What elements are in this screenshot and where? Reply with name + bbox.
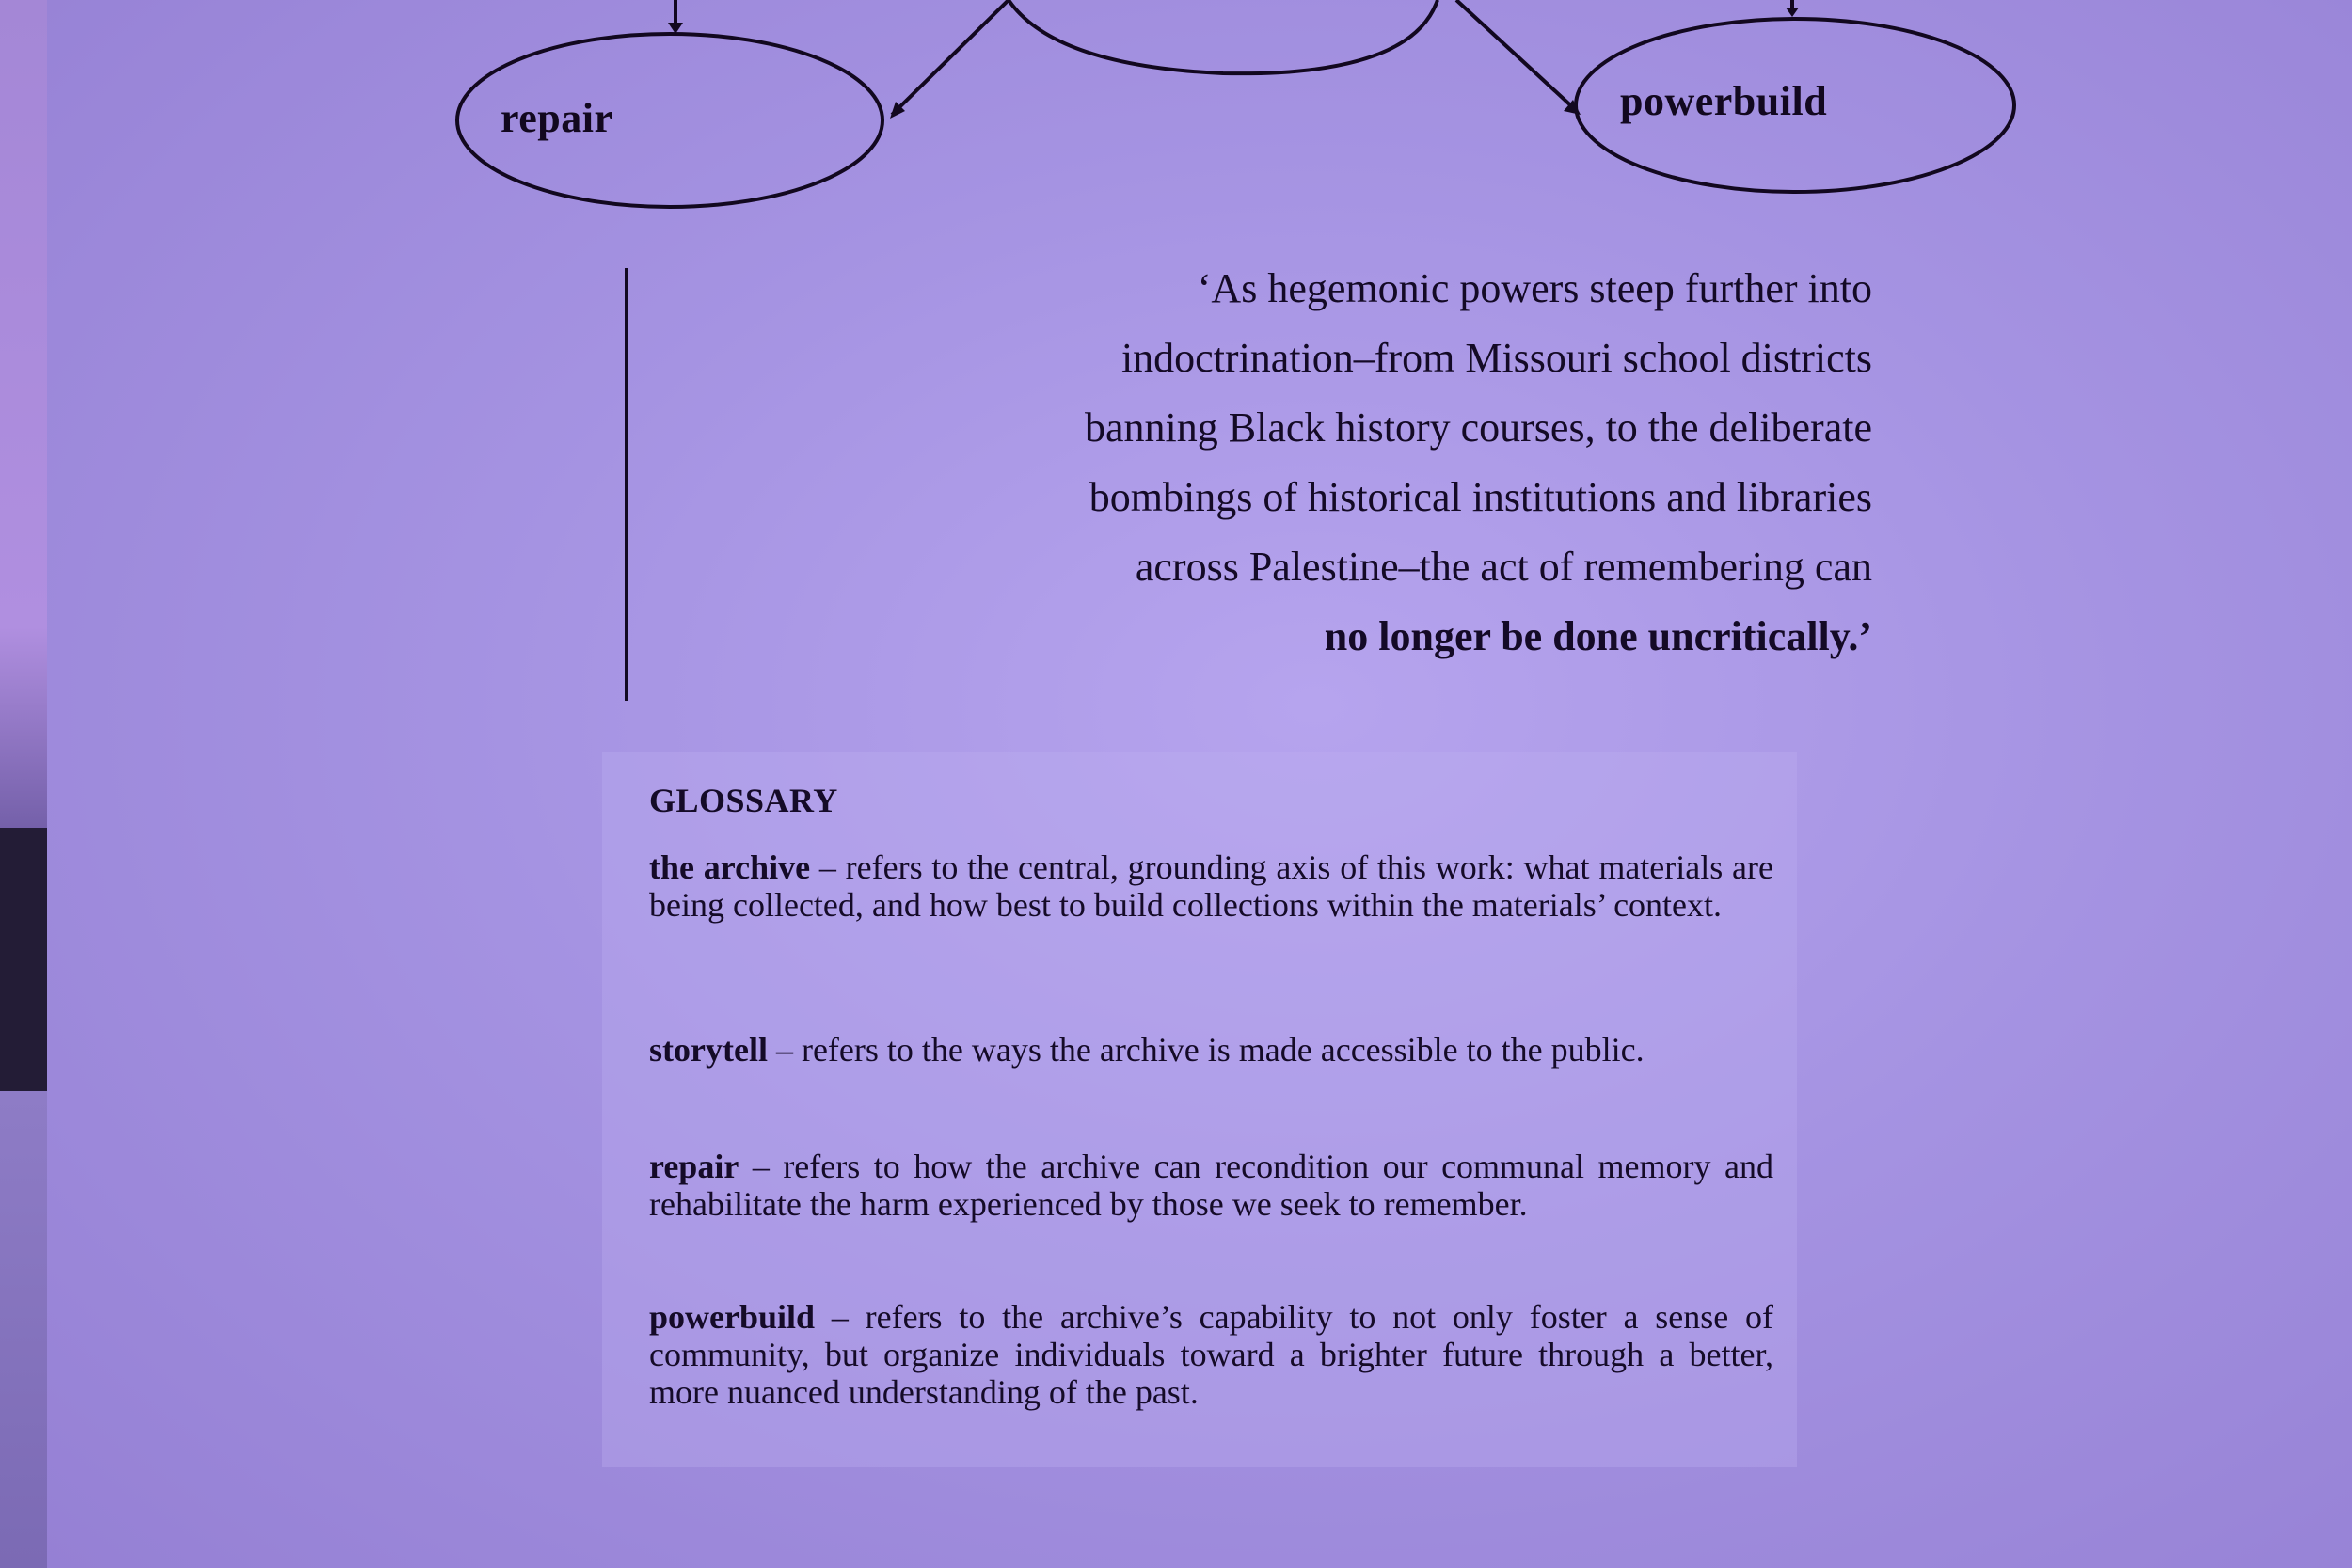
glossary-term: the archive (649, 848, 811, 886)
arrow-storytell-to-repair (892, 0, 1009, 115)
arrowhead-powerbuild-top (1786, 8, 1799, 17)
room-dark-object (0, 828, 47, 1091)
glossary-definition: – refers to the central, grounding axis of this work: what materials are being collected, and how best to build collections within the materials’ context. (649, 848, 1774, 924)
concept-diagram (0, 0, 2352, 226)
pull-quote (875, 254, 1872, 672)
quote-line: indoctrination–from Missouri school districts (1120, 335, 1872, 381)
quote-line: no longer be done uncritically.’ (1324, 613, 1872, 659)
glossary (649, 781, 1774, 1411)
glossary-definition: – refers to how the archive can recondition our communal memory and rehabilitate the harm experienced by those we seek to remember. (649, 1148, 1773, 1223)
glossary-term: powerbuild (649, 1298, 816, 1336)
arrow-storytell-to-powerbuild (1456, 0, 1577, 111)
glossary-entry-archive (649, 848, 1773, 924)
room-shadow (0, 1091, 47, 1568)
quote-vertical-rule (625, 268, 628, 701)
glossary-term: repair (649, 1148, 739, 1185)
quote-line: across Palestine–the act of remembering can (1135, 544, 1872, 590)
glossary-entry-repair (649, 1148, 1773, 1223)
glossary-entry-powerbuild (649, 1298, 1773, 1411)
quote-line: ‘As hegemonic powers steep further into (1197, 265, 1872, 311)
quote-line: bombings of historical institutions and libraries (1089, 474, 1872, 520)
glossary-definition: – refers to the archive’s capability to not only foster a sense of community, but organize individuals toward a brighter future through a better, more nuanced understanding of the past. (649, 1298, 1773, 1411)
glossary-title: GLOSSARY (649, 782, 838, 819)
repair-node-label: repair (501, 95, 613, 141)
powerbuild-node-label: powerbuild (1620, 78, 1828, 124)
quote-line: banning Black history courses, to the deliberate (1085, 404, 1872, 451)
storytell-node (1009, 0, 1438, 73)
glossary-term: storytell (649, 1031, 768, 1069)
glossary-definition: – refers to the ways the archive is made accessible to the public. (767, 1031, 1645, 1069)
glossary-entry-storytell (649, 1031, 1773, 1069)
